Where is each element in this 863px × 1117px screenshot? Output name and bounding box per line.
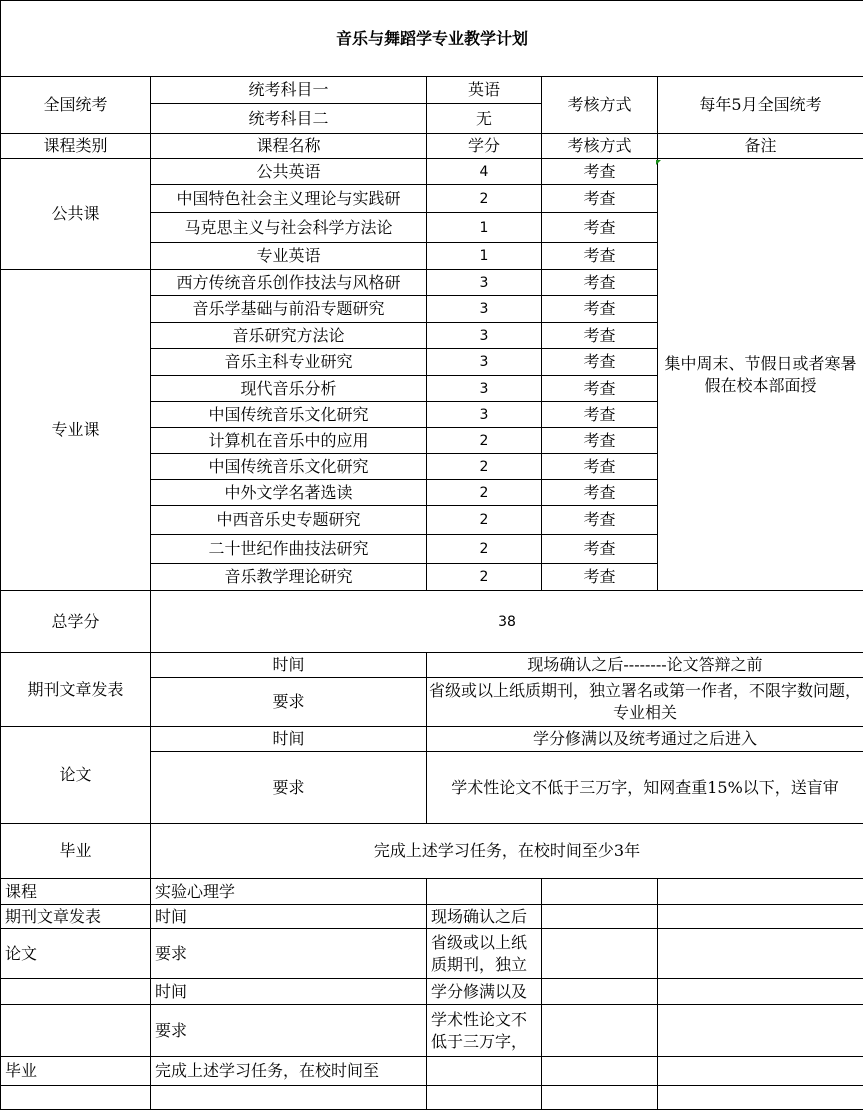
course-name: 计算机在音乐中的应用	[151, 428, 427, 454]
course-credit: 2	[427, 506, 542, 535]
header-name: 课程名称	[151, 134, 427, 159]
table-row	[1, 1057, 863, 1086]
empty-cell	[542, 1057, 658, 1086]
thesis-req-value: 学术性论文不低于三万字，知网查重15%以下，送盲审	[427, 752, 863, 824]
course-name: 音乐教学理论研究	[151, 564, 427, 591]
journal-label: 期刊文章发表	[1, 653, 151, 727]
course-credit: 3	[427, 402, 542, 428]
exam-subject2-value: 无	[427, 104, 542, 134]
empty-cell	[1, 979, 151, 1005]
thesis-req-label: 要求	[151, 752, 427, 824]
course-name: 马克思主义与社会科学方法论	[151, 213, 427, 243]
course-method: 考查	[542, 213, 658, 243]
header-method: 考核方式	[542, 134, 658, 159]
extra-cell: 时间	[151, 979, 427, 1005]
course-method: 考查	[542, 402, 658, 428]
course-credit: 1	[427, 213, 542, 243]
course-name: 中国传统音乐文化研究	[151, 402, 427, 428]
page-title: 音乐与舞蹈学专业教学计划	[1, 1, 863, 77]
graduation-value: 完成上述学习任务，在校时间至少3年	[151, 824, 863, 879]
journal-time-label: 时间	[151, 653, 427, 678]
empty-cell	[658, 979, 863, 1005]
course-name: 音乐研究方法论	[151, 323, 427, 349]
course-note: 集中周末、节假日或者寒暑假在校本部面授	[658, 159, 863, 591]
course-method: 考查	[542, 480, 658, 506]
course-method: 考查	[542, 185, 658, 213]
course-credit: 3	[427, 349, 542, 376]
journal-req-label: 要求	[151, 678, 427, 727]
course-name: 音乐主科专业研究	[151, 349, 427, 376]
empty-cell	[542, 1086, 658, 1110]
course-method: 考查	[542, 349, 658, 376]
extra-cell: 完成上述学习任务，在校时间至	[151, 1057, 427, 1086]
empty-cell	[658, 1005, 863, 1057]
extra-cell: 课程	[1, 879, 151, 905]
exam-subject2-label: 统考科目二	[151, 104, 427, 134]
table-row	[1, 905, 863, 929]
exam-label: 全国统考	[1, 77, 151, 134]
course-method: 考查	[542, 454, 658, 480]
extra-cell: 要求	[151, 1005, 427, 1057]
empty-cell	[427, 1057, 542, 1086]
comment-marker-icon	[656, 160, 661, 165]
course-name: 现代音乐分析	[151, 376, 427, 402]
graduation-label: 毕业	[1, 824, 151, 879]
table-row	[1, 879, 863, 905]
thesis-time-value: 学分修满以及统考通过之后进入	[427, 727, 863, 752]
table-row	[1, 979, 863, 1005]
extra-cell: 期刊文章发表	[1, 905, 151, 929]
course-credit: 2	[427, 428, 542, 454]
extra-cell: 要求	[151, 929, 427, 979]
exam-method-value: 每年5月全国统考	[658, 77, 863, 134]
course-credit: 2	[427, 480, 542, 506]
total-credits-value: 38	[151, 591, 863, 653]
empty-cell	[658, 905, 863, 929]
table-row	[1, 159, 863, 185]
extra-cell: 实验心理学	[151, 879, 427, 905]
extra-cell: 毕业	[1, 1057, 151, 1086]
course-credit: 3	[427, 270, 542, 296]
thesis-time-label: 时间	[151, 727, 427, 752]
empty-cell	[542, 929, 658, 979]
extra-cell: 论文	[1, 929, 151, 979]
exam-method-label: 考核方式	[542, 77, 658, 134]
course-name: 二十世纪作曲技法研究	[151, 535, 427, 564]
course-name: 公共英语	[151, 159, 427, 185]
course-method: 考查	[542, 323, 658, 349]
extra-cell: 省级或以上纸质期刊，独立	[427, 929, 542, 979]
header-category: 课程类别	[1, 134, 151, 159]
course-method: 考查	[542, 270, 658, 296]
empty-cell	[658, 879, 863, 905]
course-name: 中西音乐史专题研究	[151, 506, 427, 535]
table-row	[1, 1086, 863, 1110]
table-row	[1, 1005, 863, 1057]
course-method: 考查	[542, 564, 658, 591]
empty-cell	[1, 1086, 151, 1110]
course-method: 考查	[542, 159, 658, 185]
total-credits-label: 总学分	[1, 591, 151, 653]
journal-req-value: 省级或以上纸质期刊，独立署名或第一作者，不限字数问题，专业相关	[427, 678, 863, 727]
empty-cell	[1, 1005, 151, 1057]
table-row	[1, 929, 863, 979]
course-method: 考查	[542, 243, 658, 270]
extra-cell: 学术性论文不低于三万字，	[427, 1005, 542, 1057]
empty-cell	[542, 1005, 658, 1057]
journal-time-value: 现场确认之后--------论文答辩之前	[427, 653, 863, 678]
empty-cell	[542, 905, 658, 929]
empty-cell	[542, 979, 658, 1005]
course-name: 中国传统音乐文化研究	[151, 454, 427, 480]
header-note: 备注	[658, 134, 863, 159]
course-credit: 4	[427, 159, 542, 185]
empty-cell	[658, 929, 863, 979]
course-credit: 3	[427, 296, 542, 323]
course-method: 考查	[542, 428, 658, 454]
course-method: 考查	[542, 535, 658, 564]
extra-cell: 学分修满以及	[427, 979, 542, 1005]
public-category-label: 公共课	[1, 159, 151, 270]
empty-cell	[658, 1086, 863, 1110]
empty-cell	[151, 1086, 427, 1110]
course-credit: 3	[427, 376, 542, 402]
course-credit: 2	[427, 564, 542, 591]
course-credit: 1	[427, 243, 542, 270]
exam-subject1-value: 英语	[427, 77, 542, 104]
header-credit: 学分	[427, 134, 542, 159]
course-name: 西方传统音乐创作技法与风格研	[151, 270, 427, 296]
course-method: 考查	[542, 376, 658, 402]
course-name: 专业英语	[151, 243, 427, 270]
major-category-label: 专业课	[1, 270, 151, 591]
course-method: 考查	[542, 506, 658, 535]
exam-subject1-label: 统考科目一	[151, 77, 427, 104]
empty-cell	[658, 1057, 863, 1086]
course-name: 中外文学名著选读	[151, 480, 427, 506]
empty-cell	[427, 879, 542, 905]
thesis-label: 论文	[1, 727, 151, 824]
course-method: 考查	[542, 296, 658, 323]
course-credit: 2	[427, 185, 542, 213]
course-name: 中国特色社会主义理论与实践研	[151, 185, 427, 213]
empty-cell	[427, 1086, 542, 1110]
extra-cell: 现场确认之后	[427, 905, 542, 929]
course-name: 音乐学基础与前沿专题研究	[151, 296, 427, 323]
course-credit: 2	[427, 535, 542, 564]
extra-cell: 时间	[151, 905, 427, 929]
empty-cell	[542, 879, 658, 905]
course-credit: 2	[427, 454, 542, 480]
course-credit: 3	[427, 323, 542, 349]
